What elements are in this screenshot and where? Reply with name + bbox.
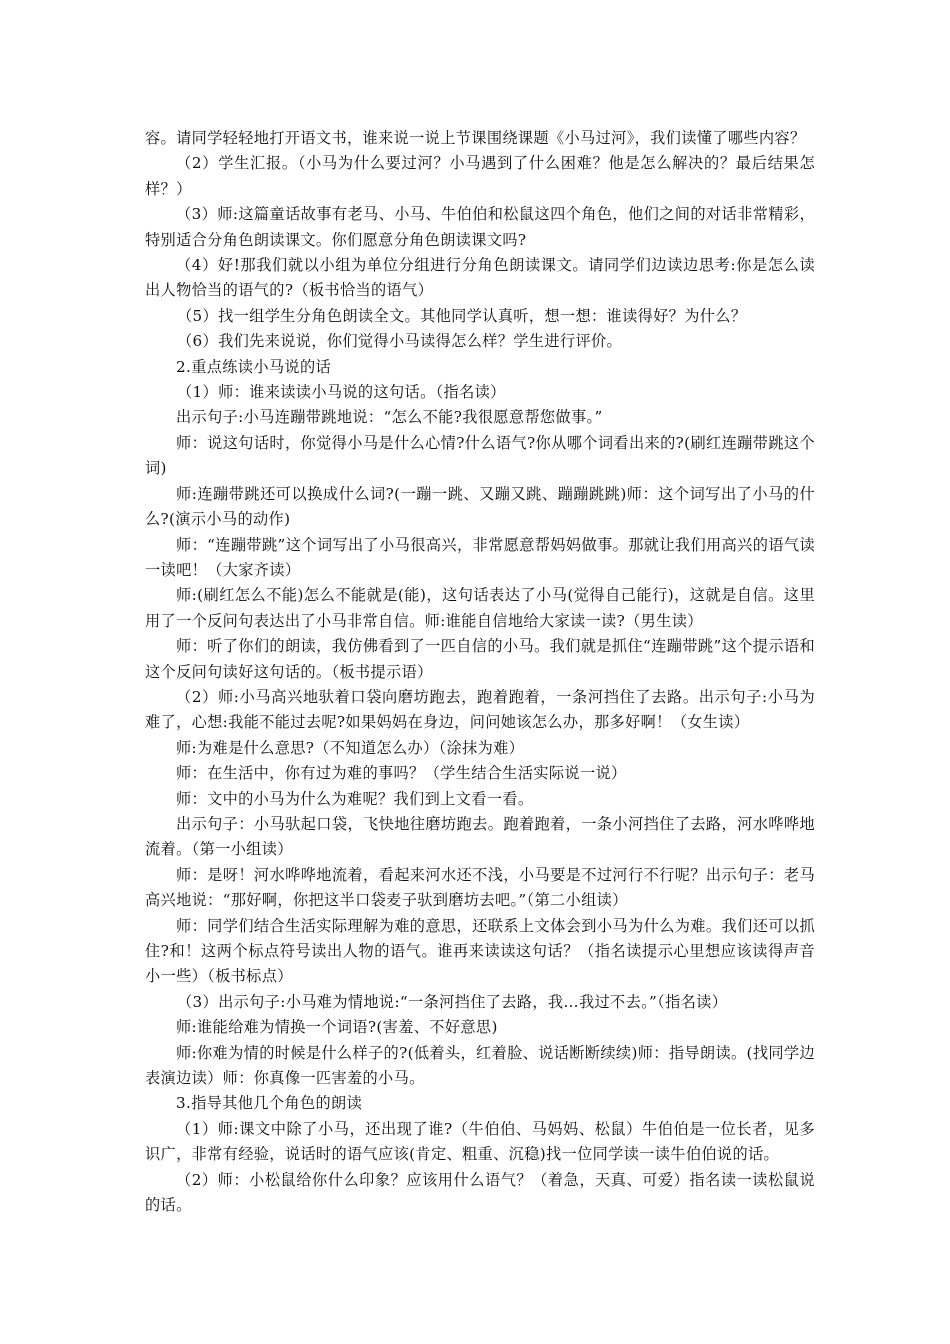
paragraph: 师：同学们结合生活实际理解为难的意思，还联系上文体会到小马为什么为难。我们还可以抓住?和！这两个标点符号读出人物的语气。谁再来读读这句话？（指名读提示心里想应该读得声音小一些）（板书标点） <box>145 916 815 986</box>
paragraph: （3）师:这篇童话故事有老马、小马、牛伯伯和松鼠这四个角色，他们之间的对话非常精彩，特别适合分角色朗读课文。你们愿意分角色朗读课文吗? <box>145 205 815 249</box>
paragraph: 师：说这句话时，你觉得小马是什么心情?什么语气?你从哪个词看出来的?(刷红连蹦带跳这个词) <box>145 433 815 478</box>
paragraph: 师：文中的小马为什么为难呢？我们到上文看一看。 <box>176 789 534 808</box>
paragraph: （1）师：谁来读读小马说的这句话。（指名读） <box>177 383 506 402</box>
paragraph: 师:(刷红怎么不能)怎么不能就是(能)，这句话表达了小马(觉得自己能行)，这就是自信。这里用了一个反问句表达出了小马非常自信。师:谁能自信地给大家读一读?（男生读） <box>145 586 815 630</box>
paragraph: （6）我们先来说说，你们觉得小马读得怎么样？学生进行评价。 <box>177 332 623 351</box>
paragraph: 容。请同学轻轻地打开语文书，谁来说一说上节课围绕课题《小马过河》，我们读懂了哪些内容？ <box>145 129 806 147</box>
paragraph: 师：是呀！河水哗哗地流着，看起来河水还不浅，小马要是不过河行不行呢？出示句子：老马高兴地说：“那好啊，你把这半口袋麦子驮到磨坊去吧。”（第二小组读） <box>145 865 815 910</box>
paragraph: 师：听了你们的朗读，我仿佛看到了一匹自信的小马。我们就是抓住“连蹦带跳”这个提示语和这个反问句读好这句话的。（板书提示语） <box>145 637 815 681</box>
paragraph: 出示句子：小马驮起口袋，飞快地往磨坊跑去。跑着跑着，一条小河挡住了去路，河水哗哗地流着。（第一小组读） <box>145 814 815 859</box>
paragraph: 师：在生活中，你有过为难的事吗？（学生结合生活实际说一说） <box>176 764 627 783</box>
paragraph: （1）师:课文中除了小马，还出现了谁?（牛伯伯、马妈妈、松鼠）牛伯伯是一位长者，见多识广，非常有经验，说话时的语气应该(肯定、粗重、沉稳)找一位同学读一读牛伯伯说的话。 <box>145 1119 815 1164</box>
section-heading: 2.重点练读小马说的话 <box>176 357 332 376</box>
section-heading: 3.指导其他几个角色的朗读 <box>176 1094 363 1113</box>
paragraph: 师:谁能给难为情换一个词语?(害羞、不好意思) <box>176 1018 498 1037</box>
paragraph: （4）好!那我们就以小组为单位分组进行分角色朗读课文。请同学们边读边思考:你是怎么读出人物恰当的语气的?（板书恰当的语气） <box>145 256 815 300</box>
paragraph: 师:为难是什么意思?（不知道怎么办）（涂抹为难） <box>176 738 525 757</box>
paragraph: （5）找一组学生分角色朗读全文。其他同学认真听，想一想：谁读得好？为什么？ <box>177 306 747 325</box>
paragraph: （2）学生汇报。（小马为什么要过河？小马遇到了什么困难？他是怎么解决的？最后结果怎样？） <box>145 154 815 198</box>
paragraph: （3）出示句子:小马难为情地说:“一条河挡住了去路，我…我过不去。”（指名读） <box>177 992 728 1011</box>
paragraph: （2）师:小马高兴地驮着口袋向磨坊跑去，跑着跑着，一条河挡住了去路。出示句子:小马为难了，心想:我能不能过去呢?如果妈妈在身边，问问她该怎么办，那多好啊！（女生读） <box>145 687 815 732</box>
document-page <box>145 126 815 1218</box>
paragraph: 师:你难为情的时候是什么样子的?(低着头，红着脸、说话断断续续)师：指导朗读。(找同学边表演边读）师：你真像一匹害羞的小马。 <box>145 1043 815 1088</box>
paragraph: 出示句子:小马连蹦带跳地说：“怎么不能?我很愿意帮您做事。” <box>176 408 603 427</box>
paragraph: 师：“连蹦带跳”这个词写出了小马很高兴，非常愿意帮妈妈做事。那就让我们用高兴的语气读一读吧！（大家齐读） <box>145 535 815 579</box>
paragraph: 师:连蹦带跳还可以换成什么词?(一蹦一跳、又蹦又跳、蹦蹦跳跳)师：这个词写出了小马的什么?(演示小马的动作) <box>145 484 815 529</box>
paragraph: （2）师：小松鼠给你什么印象？应该用什么语气？（着急，天真、可爱）指名读一读松鼠说的话。 <box>145 1170 815 1215</box>
